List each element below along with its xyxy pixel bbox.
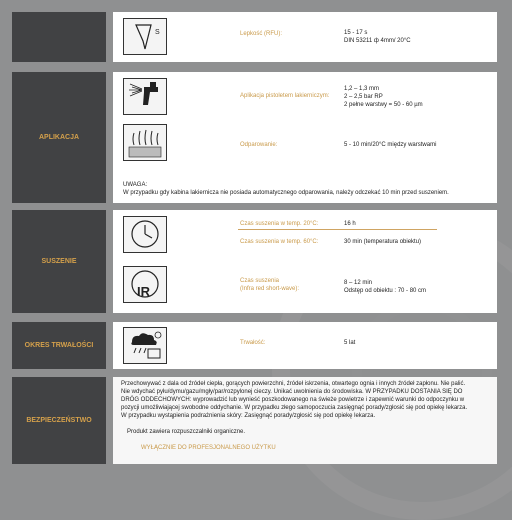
flash-off-value: 5 - 10 min/20°C między warstwami xyxy=(344,142,437,148)
section-label-drying: SUSZENIE xyxy=(12,210,106,313)
ir-value-2: Odstęp od obiektu : 70 - 80 cm xyxy=(344,288,427,294)
spray-value-1: 1,2 – 1,3 mm xyxy=(344,86,380,92)
drying60-key: Czas suszenia w temp. 60°C: xyxy=(240,239,319,245)
section-shelf-life xyxy=(12,322,497,369)
drying60-value: 30 min (temperatura obiektu) xyxy=(344,239,422,245)
spray-value-3: 2 pełne warstwy = 50 - 60 µm xyxy=(344,102,423,108)
drying-panel xyxy=(113,210,497,313)
spray-value-2: 2 – 2,5 bar RP xyxy=(344,94,383,100)
safety-text-4: pozycji umożliwiającej swobodne oddychanie. W przypadku złego samopoczucia zasięgnąć porady/zgłosić się pod opiekę lekarza. xyxy=(121,405,468,411)
flash-off-key: Odparowanie: xyxy=(240,142,278,148)
viscosity-key: Lepkość (RFU): xyxy=(240,31,283,37)
safety-text-2: Nie wdychać pyłu/dymu/gazu/mgły/par/rozpylonej cieczy. Unikać uwolnienia do środowiska. W PRZYPADKU DOSTANIA SIĘ DO xyxy=(121,389,463,395)
drying20-key: Czas suszenia w temp. 20°C: xyxy=(240,221,319,227)
section-application xyxy=(12,72,497,203)
ir-value-1: 8 – 12 min xyxy=(344,280,373,286)
weather-storage-icon xyxy=(123,327,167,364)
infrared-clock-icon xyxy=(123,266,167,303)
viscosity-value-2: DIN 53211 ф 4mm/ 20°C xyxy=(344,38,411,44)
spray-key: Aplikacja pistoletem lakierniczym: xyxy=(240,93,330,99)
viscosity-panel xyxy=(113,12,497,62)
note-text: W przypadku gdy kabina lakiernicza nie posiada automatycznego odparowania, należy odczekać 10 min przed suszeniem. xyxy=(123,190,449,196)
safety-text-6: Produkt zawiera rozpuszczalniki organiczne. xyxy=(127,429,246,435)
spray-gun-icon xyxy=(123,78,167,115)
section-label-shelf-life: OKRES TRWAŁOŚCI xyxy=(12,322,106,369)
section-viscosity xyxy=(12,12,497,62)
shelf-life-panel xyxy=(113,322,497,369)
viscosity-value-1: 15 - 17 s xyxy=(344,30,368,36)
section-drying xyxy=(12,210,497,313)
section-safety xyxy=(12,377,497,464)
shelf-life-key: Trwałość: xyxy=(240,340,266,346)
drying20-value: 16 h xyxy=(344,221,356,227)
viscosity-cup-icon xyxy=(123,18,167,55)
svg-text:IR: IR xyxy=(137,284,150,299)
ir-key-1: Czas suszenia xyxy=(240,278,280,284)
shelf-life-value: 5 lat xyxy=(344,340,356,346)
clock-icon xyxy=(123,216,167,253)
section-label-application: APLIKACJA xyxy=(12,72,106,203)
ir-key-2: (Infra red short-wave): xyxy=(240,286,300,292)
safety-text-1: Przechowywać z dala od źródeł ciepła, gorących powierzchni, źródeł iskrzenia, otwartego ognia i innych źródeł zapłonu. Nie palić. xyxy=(121,381,466,387)
section-label-safety: BEZPIECZEŃSTWO xyxy=(12,377,106,464)
svg-text:S: S xyxy=(155,29,160,36)
section-label-empty xyxy=(12,12,106,62)
application-panel xyxy=(113,72,497,203)
safety-panel xyxy=(113,377,497,464)
safety-text-5: W przypadku wystąpienia podrażnienia skóry: Zasięgnąć porady/zgłosić się pod opiekę lekarza. xyxy=(121,413,376,419)
row-divider xyxy=(238,229,437,230)
professional-use-label: WYŁĄCZNIE DO PROFESJONALNEGO UŻYTKU xyxy=(141,445,276,451)
note-title: UWAGA: xyxy=(123,182,148,188)
safety-text-3: DRÓG ODDECHOWYCH: wyprowadzić lub wynieść poszkodowanego na świeże powietrze i zapewnić warunki do odpoczynku w xyxy=(121,397,465,403)
flash-off-icon xyxy=(123,124,167,161)
